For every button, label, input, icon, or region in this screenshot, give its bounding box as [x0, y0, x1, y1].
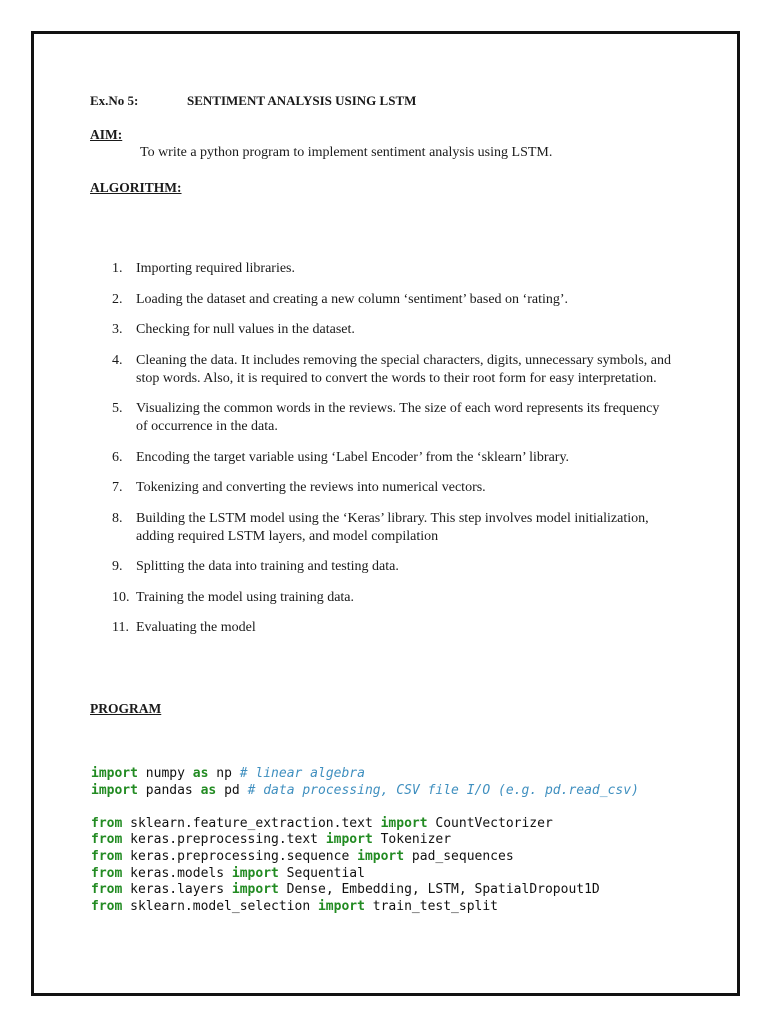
code-text: keras.models — [122, 865, 232, 881]
step-number: 8. — [112, 510, 123, 526]
code-keyword: from — [91, 848, 123, 864]
code-text: Sequential — [278, 865, 365, 881]
step-text: Encoding the target variable using ‘Label Encoder’ from the ‘sklearn’ library. — [136, 449, 570, 465]
algorithm-steps — [112, 260, 672, 650]
step-text: Cleaning the data. It includes removing the special characters, digits, unnecessary symbols, and stop words. Also, it is required to convert the words to their root form for easy interpretation. — [136, 352, 671, 386]
code-line — [91, 816, 639, 833]
list-item — [112, 619, 672, 637]
step-text: Building the LSTM model using the ‘Keras’ library. This step involves model initialization, adding required LSTM layers, and model compilation — [136, 510, 649, 544]
list-item — [112, 321, 672, 339]
list-item — [112, 260, 672, 278]
list-item — [112, 510, 672, 546]
code-keyword: import — [91, 766, 138, 781]
aim-text: To write a python program to implement sentiment analysis using LSTM. — [140, 145, 553, 160]
code-keyword: from — [91, 832, 123, 848]
program-heading: PROGRAM — [90, 701, 162, 716]
code-text: pad_sequences — [404, 848, 514, 864]
code-keyword: import — [231, 865, 279, 881]
code-text: pd — [216, 782, 248, 798]
code-line — [91, 849, 639, 866]
step-text: Visualizing the common words in the reviews. The size of each word represents its frequency of occurrence in the data. — [136, 401, 660, 434]
code-keyword: as — [200, 782, 217, 798]
code-comment: # linear algebra — [239, 766, 365, 781]
code-text: pandas — [137, 782, 201, 798]
step-number: 6. — [112, 449, 123, 465]
code-line — [91, 882, 639, 899]
code-line — [91, 899, 639, 916]
code-text: numpy — [137, 766, 193, 781]
list-item — [112, 449, 672, 467]
code-keyword: from — [91, 815, 123, 831]
code-text: keras.preprocessing.text — [122, 832, 326, 848]
code-block — [91, 766, 639, 915]
code-text: sklearn.feature_extraction.text — [122, 815, 381, 831]
step-text: Loading the dataset and creating a new column ‘sentiment’ based on ‘rating’. — [136, 291, 569, 307]
step-text: Tokenizing and converting the reviews into numerical vectors. — [136, 480, 486, 495]
step-number: 4. — [112, 352, 123, 368]
code-text: train_test_split — [364, 898, 499, 914]
exercise-number: Ex.No 5: — [90, 93, 139, 108]
code-text: np — [208, 766, 240, 781]
code-keyword: import — [91, 782, 138, 798]
step-number: 2. — [112, 291, 123, 307]
code-text: CountVectorizer — [427, 815, 553, 831]
code-keyword: import — [325, 832, 373, 848]
list-item — [112, 479, 672, 497]
aim-heading: AIM: — [90, 127, 123, 142]
code-keyword: import — [380, 815, 428, 831]
step-number: 11. — [112, 620, 129, 635]
code-keyword: import — [317, 898, 365, 914]
code-line — [91, 799, 639, 816]
code-line — [91, 783, 639, 800]
code-keyword: from — [91, 865, 123, 881]
list-item — [112, 400, 672, 436]
code-line — [91, 832, 639, 849]
code-text: keras.preprocessing.sequence — [122, 848, 358, 864]
code-text: Tokenizer — [372, 832, 452, 848]
step-number: 7. — [112, 480, 123, 495]
algorithm-heading: ALGORITHM: — [90, 180, 182, 195]
code-text: keras.layers — [122, 882, 232, 898]
step-text: Splitting the data into training and testing data. — [136, 559, 399, 574]
step-text: Training the model using training data. — [136, 589, 355, 605]
code-keyword: from — [91, 898, 123, 914]
code-text: Dense, Embedding, LSTM, SpatialDropout1D — [278, 882, 600, 898]
step-number: 9. — [112, 559, 123, 574]
step-text: Evaluating the model — [136, 620, 256, 635]
step-text: Importing required libraries. — [136, 261, 296, 276]
list-item — [112, 352, 672, 388]
step-number: 3. — [112, 322, 123, 337]
code-keyword: import — [231, 882, 279, 898]
list-item — [112, 291, 672, 309]
step-number: 5. — [112, 401, 123, 416]
code-text: sklearn.model_selection — [122, 898, 318, 914]
step-number: 1. — [112, 261, 123, 276]
code-keyword: as — [192, 766, 209, 781]
step-text: Checking for null values in the dataset. — [136, 322, 355, 337]
code-keyword: import — [357, 848, 405, 864]
list-item — [112, 589, 672, 607]
list-item — [112, 558, 672, 576]
page-title: SENTIMENT ANALYSIS USING LSTM — [187, 93, 417, 108]
code-line — [91, 766, 639, 783]
code-line — [91, 866, 639, 883]
code-comment: # data processing, CSV file I/O (e.g. pd.read_csv) — [247, 782, 639, 798]
code-keyword: from — [91, 882, 123, 898]
step-number: 10. — [112, 589, 130, 605]
